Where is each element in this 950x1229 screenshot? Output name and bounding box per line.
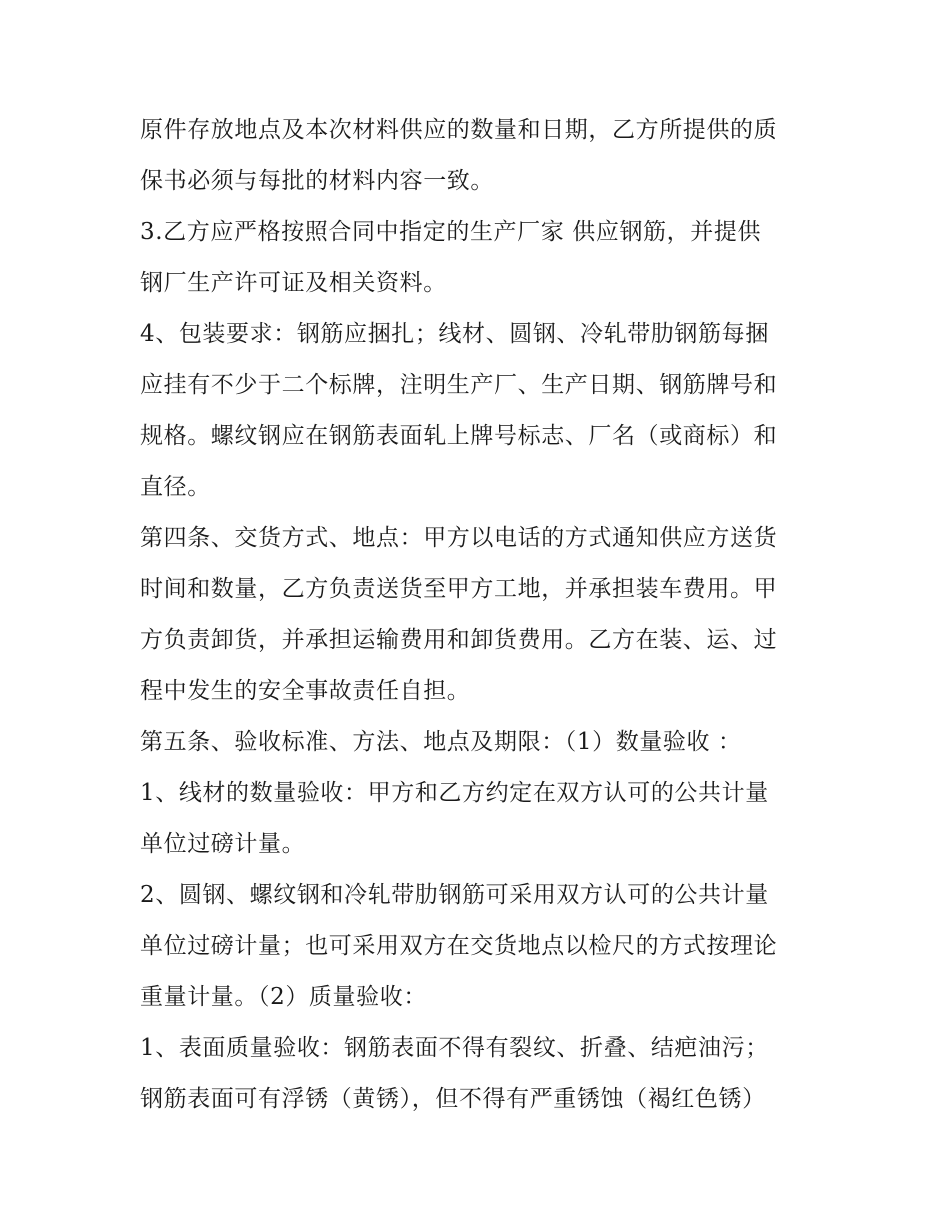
document-body bbox=[140, 105, 820, 1125]
text-line: 第四条、交货方式、地点：甲方以电话的方式通知供应方送货 bbox=[140, 525, 778, 551]
text-line: 4、包装要求：钢筋应捆扎；线材、圆钢、冷轧带肋钢筋每捆 bbox=[140, 321, 769, 347]
text-line: 时间和数量，乙方负责送货至甲方工地，并承担装车费用。甲 bbox=[140, 576, 778, 602]
text-line: 单位过磅计量；也可采用双方在交货地点以检尺的方式按理论 bbox=[140, 933, 778, 959]
text-line: 保书必须与每批的材料内容一致。 bbox=[140, 168, 494, 194]
text-line: 原件存放地点及本次材料供应的数量和日期，乙方所提供的质 bbox=[140, 117, 778, 143]
text-line: 钢厂生产许可证及相关资料。 bbox=[140, 270, 447, 296]
text-line: 应挂有不少于二个标牌，注明生产厂、生产日期、钢筋牌号和 bbox=[140, 372, 778, 398]
text-line: 重量计量。（2）质量验收： bbox=[140, 984, 427, 1010]
text-line: 3.乙方应严格按照合同中指定的生产厂家 供应钢筋，并提供 bbox=[140, 219, 762, 245]
text-line: 单位过磅计量。 bbox=[140, 831, 306, 857]
text-line: 1、线材的数量验收：甲方和乙方约定在双方认可的公共计量 bbox=[140, 780, 769, 806]
text-line: 直径。 bbox=[140, 474, 211, 500]
text-line: 2、圆钢、螺纹钢和冷轧带肋钢筋可采用双方认可的公共计量 bbox=[140, 882, 769, 908]
text-line: 规格。螺纹钢应在钢筋表面轧上牌号标志、厂名（或商标）和 bbox=[140, 423, 778, 449]
text-line: 钢筋表面可有浮锈（黄锈），但不得有严重锈蚀（褐红色锈） bbox=[140, 1086, 766, 1112]
text-line: 1、表面质量验收：钢筋表面不得有裂纹、折叠、结疤油污； bbox=[140, 1035, 769, 1061]
text-line: 程中发生的安全事故责任自担。 bbox=[140, 678, 471, 704]
text-line: 第五条、验收标准、方法、地点及期限：（1）数量验收 ： bbox=[140, 729, 742, 755]
text-line: 方负责卸货，并承担运输费用和卸货费用。乙方在装、运、过 bbox=[140, 627, 778, 653]
